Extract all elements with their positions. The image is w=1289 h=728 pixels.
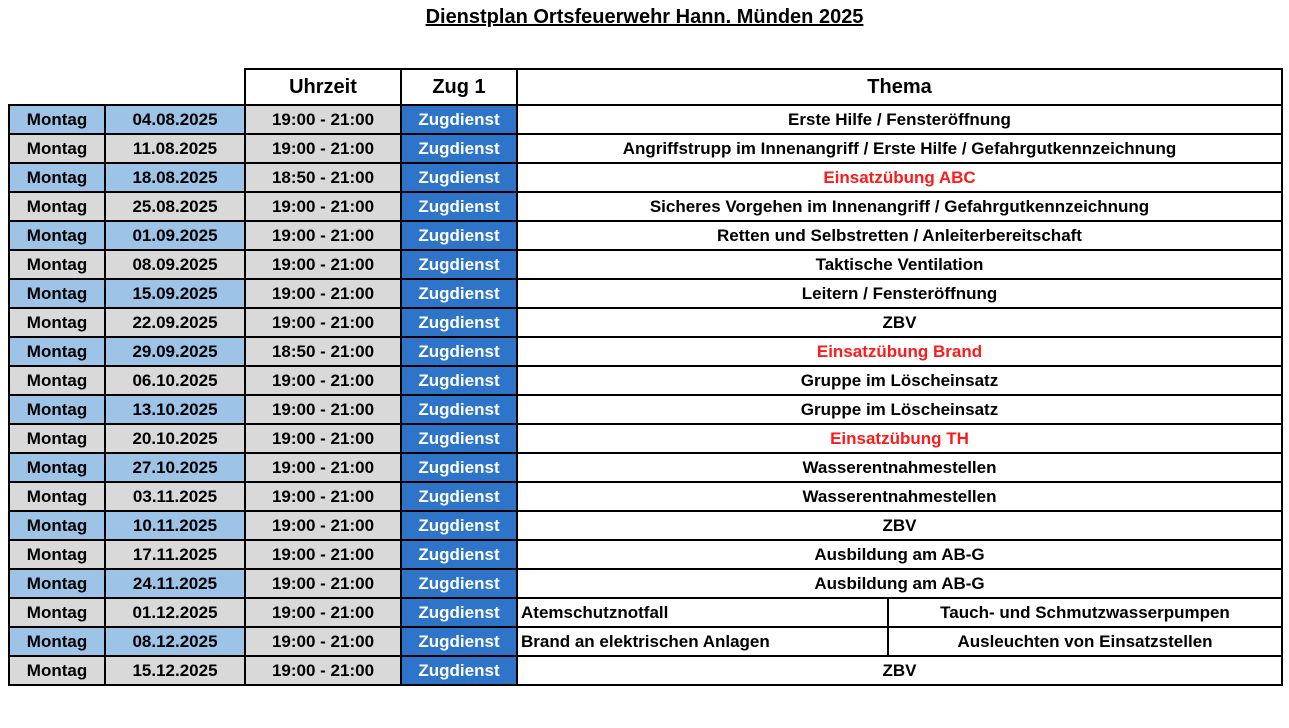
time-cell: 19:00 - 21:00 (245, 598, 401, 627)
zug-cell: Zugdienst (401, 598, 517, 627)
table-row (9, 134, 1282, 163)
table-row (9, 250, 1282, 279)
zug-cell: Zugdienst (401, 134, 517, 163)
date-cell: 13.10.2025 (105, 395, 245, 424)
day-cell: Montag (9, 308, 105, 337)
time-cell: 19:00 - 21:00 (245, 192, 401, 221)
table-row (9, 424, 1282, 453)
table-row (9, 511, 1282, 540)
duty-schedule-table (8, 68, 1283, 686)
zug-cell: Zugdienst (401, 395, 517, 424)
schedule-body (9, 105, 1282, 685)
time-cell: 19:00 - 21:00 (245, 221, 401, 250)
date-cell: 22.09.2025 (105, 308, 245, 337)
day-cell: Montag (9, 221, 105, 250)
zug-cell: Zugdienst (401, 453, 517, 482)
thema-cell: Einsatzübung ABC (517, 163, 1282, 192)
zug-cell: Zugdienst (401, 366, 517, 395)
time-cell: 19:00 - 21:00 (245, 105, 401, 134)
day-cell: Montag (9, 598, 105, 627)
date-cell: 15.12.2025 (105, 656, 245, 685)
thema-cell: Ausbildung am AB-G (517, 540, 1282, 569)
day-cell: Montag (9, 250, 105, 279)
date-cell: 11.08.2025 (105, 134, 245, 163)
date-cell: 10.11.2025 (105, 511, 245, 540)
time-cell: 18:50 - 21:00 (245, 337, 401, 366)
time-cell: 19:00 - 21:00 (245, 250, 401, 279)
thema-cell-left: Brand an elektrischen Anlagen (517, 627, 888, 656)
day-cell: Montag (9, 105, 105, 134)
header-row (9, 69, 1282, 105)
zug-cell: Zugdienst (401, 163, 517, 192)
thema-cell-right: Ausleuchten von Einsatzstellen (888, 627, 1282, 656)
table-row (9, 395, 1282, 424)
header-thema: Thema (517, 69, 1282, 105)
time-cell: 19:00 - 21:00 (245, 569, 401, 598)
table-row (9, 308, 1282, 337)
thema-cell: Ausbildung am AB-G (517, 569, 1282, 598)
zug-cell: Zugdienst (401, 511, 517, 540)
zug-cell: Zugdienst (401, 192, 517, 221)
time-cell: 19:00 - 21:00 (245, 424, 401, 453)
date-cell: 06.10.2025 (105, 366, 245, 395)
thema-cell-left: Atemschutznotfall (517, 598, 888, 627)
day-cell: Montag (9, 163, 105, 192)
thema-cell: Sicheres Vorgehen im Innenangriff / Gefahrgutkennzeichnung (517, 192, 1282, 221)
thema-cell: Einsatzübung TH (517, 424, 1282, 453)
time-cell: 19:00 - 21:00 (245, 308, 401, 337)
day-cell: Montag (9, 424, 105, 453)
date-cell: 25.08.2025 (105, 192, 245, 221)
day-cell: Montag (9, 134, 105, 163)
thema-cell: Leitern / Fensteröffnung (517, 279, 1282, 308)
thema-cell: ZBV (517, 656, 1282, 685)
time-cell: 19:00 - 21:00 (245, 482, 401, 511)
zug-cell: Zugdienst (401, 540, 517, 569)
zug-cell: Zugdienst (401, 627, 517, 656)
thema-cell: Taktische Ventilation (517, 250, 1282, 279)
time-cell: 19:00 - 21:00 (245, 540, 401, 569)
time-cell: 19:00 - 21:00 (245, 134, 401, 163)
day-cell: Montag (9, 511, 105, 540)
date-cell: 20.10.2025 (105, 424, 245, 453)
table-row (9, 192, 1282, 221)
time-cell: 19:00 - 21:00 (245, 395, 401, 424)
thema-cell: Gruppe im Löscheinsatz (517, 395, 1282, 424)
day-cell: Montag (9, 279, 105, 308)
zug-cell: Zugdienst (401, 279, 517, 308)
table-row (9, 482, 1282, 511)
day-cell: Montag (9, 453, 105, 482)
zug-cell: Zugdienst (401, 250, 517, 279)
thema-cell: Wasserentnahmestellen (517, 453, 1282, 482)
zug-cell: Zugdienst (401, 569, 517, 598)
day-cell: Montag (9, 569, 105, 598)
zug-cell: Zugdienst (401, 221, 517, 250)
thema-cell: ZBV (517, 511, 1282, 540)
time-cell: 19:00 - 21:00 (245, 656, 401, 685)
table-row (9, 569, 1282, 598)
day-cell: Montag (9, 366, 105, 395)
table-row (9, 163, 1282, 192)
table-row (9, 221, 1282, 250)
zug-cell: Zugdienst (401, 656, 517, 685)
date-cell: 08.12.2025 (105, 627, 245, 656)
thema-cell: Retten und Selbstretten / Anleiterbereitschaft (517, 221, 1282, 250)
header-zug: Zug 1 (401, 69, 517, 105)
date-cell: 04.08.2025 (105, 105, 245, 134)
day-cell: Montag (9, 627, 105, 656)
zug-cell: Zugdienst (401, 482, 517, 511)
date-cell: 08.09.2025 (105, 250, 245, 279)
time-cell: 19:00 - 21:00 (245, 366, 401, 395)
table-row (9, 453, 1282, 482)
date-cell: 01.12.2025 (105, 598, 245, 627)
table-row (9, 598, 1282, 627)
table-row (9, 627, 1282, 656)
table-row (9, 337, 1282, 366)
day-cell: Montag (9, 540, 105, 569)
thema-cell: Gruppe im Löscheinsatz (517, 366, 1282, 395)
date-cell: 17.11.2025 (105, 540, 245, 569)
time-cell: 19:00 - 21:00 (245, 627, 401, 656)
thema-cell-right: Tauch- und Schmutzwasserpumpen (888, 598, 1282, 627)
day-cell: Montag (9, 482, 105, 511)
day-cell: Montag (9, 192, 105, 221)
zug-cell: Zugdienst (401, 308, 517, 337)
table-row (9, 366, 1282, 395)
date-cell: 27.10.2025 (105, 453, 245, 482)
zug-cell: Zugdienst (401, 105, 517, 134)
day-cell: Montag (9, 395, 105, 424)
table-row (9, 656, 1282, 685)
date-cell: 24.11.2025 (105, 569, 245, 598)
time-cell: 19:00 - 21:00 (245, 279, 401, 308)
day-cell: Montag (9, 656, 105, 685)
date-cell: 15.09.2025 (105, 279, 245, 308)
table-row (9, 105, 1282, 134)
header-blank (9, 69, 245, 105)
time-cell: 19:00 - 21:00 (245, 511, 401, 540)
table-row (9, 279, 1282, 308)
zug-cell: Zugdienst (401, 424, 517, 453)
thema-cell: ZBV (517, 308, 1282, 337)
header-time: Uhrzeit (245, 69, 401, 105)
thema-cell: Erste Hilfe / Fensteröffnung (517, 105, 1282, 134)
zug-cell: Zugdienst (401, 337, 517, 366)
thema-cell: Wasserentnahmestellen (517, 482, 1282, 511)
table-row (9, 540, 1282, 569)
date-cell: 03.11.2025 (105, 482, 245, 511)
time-cell: 18:50 - 21:00 (245, 163, 401, 192)
time-cell: 19:00 - 21:00 (245, 453, 401, 482)
date-cell: 29.09.2025 (105, 337, 245, 366)
page-title: Dienstplan Ortsfeuerwehr Hann. Münden 2025 (425, 6, 864, 28)
date-cell: 18.08.2025 (105, 163, 245, 192)
thema-cell: Einsatzübung Brand (517, 337, 1282, 366)
date-cell: 01.09.2025 (105, 221, 245, 250)
thema-cell: Angriffstrupp im Innenangriff / Erste Hilfe / Gefahrgutkennzeichnung (517, 134, 1282, 163)
day-cell: Montag (9, 337, 105, 366)
